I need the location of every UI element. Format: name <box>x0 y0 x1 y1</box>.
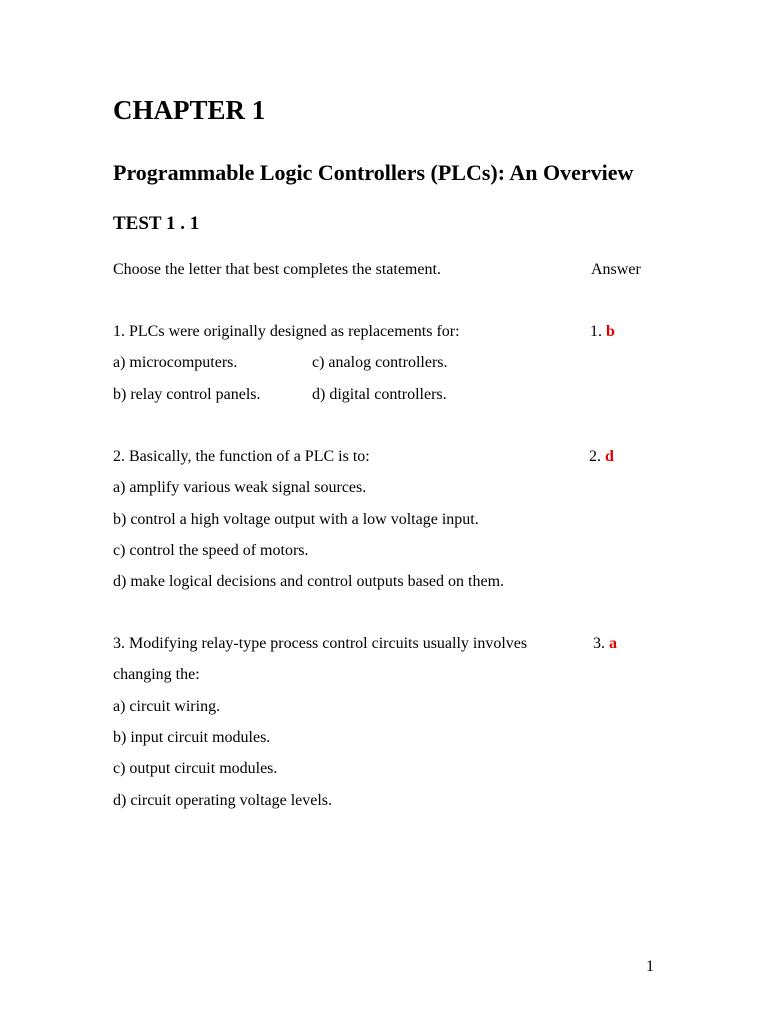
page-number: 1 <box>646 958 654 975</box>
answer-header: Answer <box>591 261 641 278</box>
option-d: d) digital controllers. <box>312 386 447 403</box>
option-a: a) circuit wiring. <box>113 698 221 715</box>
chapter-subtitle: Programmable Logic Controllers (PLCs): An Overview <box>113 160 634 185</box>
option-a: a) microcomputers. <box>113 354 238 371</box>
answer-key <box>593 633 617 655</box>
question-stem-continued: changing the: <box>113 666 200 683</box>
chapter-title: CHAPTER 1 <box>113 95 266 125</box>
option-c: c) analog controllers. <box>312 354 448 371</box>
answer-letter: a <box>609 635 617 652</box>
option-b: b) control a high voltage output with a low voltage input. <box>113 511 479 528</box>
answer-key <box>590 321 615 343</box>
answer-key <box>589 446 614 468</box>
instructions: Choose the letter that best completes the statement. <box>113 261 441 278</box>
option-d: d) make logical decisions and control outputs based on them. <box>113 573 505 590</box>
answer-number: 3. <box>593 635 605 652</box>
answer-letter: d <box>605 448 614 465</box>
answer-number: 1. <box>590 323 602 340</box>
option-c: c) output circuit modules. <box>113 760 278 777</box>
option-b: b) input circuit modules. <box>113 729 271 746</box>
question-stem: 1. PLCs were originally designed as replacements for: <box>113 323 460 340</box>
option-b: b) relay control panels. <box>113 386 261 403</box>
answer-number: 2. <box>589 448 601 465</box>
question-stem: 3. Modifying relay-type process control circuits usually involves <box>113 635 528 652</box>
option-d: d) circuit operating voltage levels. <box>113 792 333 809</box>
test-label: TEST 1 . 1 <box>113 213 200 234</box>
option-a: a) amplify various weak signal sources. <box>113 479 367 496</box>
option-c: c) control the speed of motors. <box>113 542 309 559</box>
question-stem: 2. Basically, the function of a PLC is to: <box>113 448 370 465</box>
answer-letter: b <box>606 323 615 340</box>
